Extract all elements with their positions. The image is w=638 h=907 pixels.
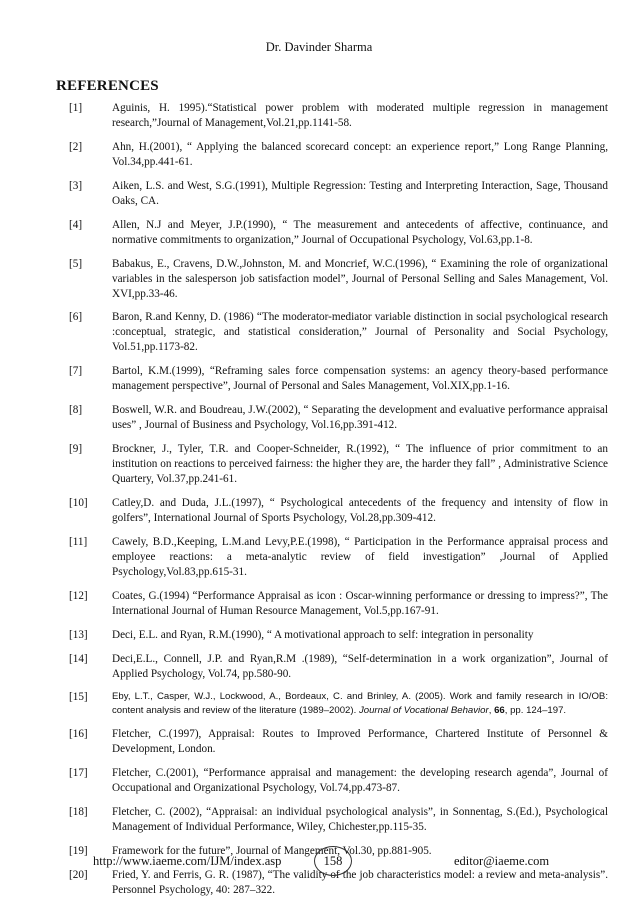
reference-number: [4] [69, 218, 83, 231]
reference-item [0, 805, 638, 835]
footer-url-link[interactable]: http://www.iaeme.com/IJM/index.asp [93, 854, 282, 868]
reference-number: [20] [69, 868, 88, 881]
reference-number: [11] [69, 535, 88, 548]
reference-number: [18] [69, 806, 88, 819]
reference-number: [12] [69, 589, 88, 602]
reference-text: Deci, E.L. and Ryan, R.M.(1990), “ A motivational approach to self: integration in personality [112, 628, 534, 641]
reference-text: Babakus, E., Cravens, D.W.,Johnston, M. and Moncrief, W.C.(1996), “ Examining the role of organizational variables in the salesperson job satisfaction model”, Journal of Personal Selling and Sales Management, Vol. XVI,pp.33-46. [112, 257, 608, 300]
reference-text-post: , pp. 124–197. [504, 705, 567, 717]
reference-text: Aguinis, H. 1995).“Statistical power problem with moderated multiple regression in management research,”Journal of Management,Vol.21,pp.1141-58. [112, 102, 608, 129]
reference-item [0, 727, 638, 757]
reference-item [0, 218, 638, 248]
reference-number: [7] [69, 365, 83, 378]
reference-text: Fletcher, C. (2002), “Appraisal: an individual psychological analysis”, in Sonnentag, S.(Ed.), Psychological Management of Individual Performance, Wiley, Chichester,pp.115-35. [112, 806, 608, 834]
reference-item [0, 442, 638, 487]
reference-text: Boswell, W.R. and Boudreau, J.W.(2002), “ Separating the development and evaluative performance appraisal uses” , Journal of Business and Psychology, Vol.16,pp.391-412. [112, 404, 608, 432]
reference-text: Aiken, L.S. and West, S.G.(1991), Multiple Regression: Testing and Interpreting Interaction, Sage, Thousand Oaks, CA. [112, 179, 608, 207]
reference-text: Catley,D. and Duda, J.L.(1997), “ Psychological antecedents of the frequency and intensity of flow in golfers”, International Journal of Sports Psychology, Vol.28,pp.309-412. [112, 497, 608, 525]
reference-item [0, 628, 638, 643]
running-header: Dr. Davinder Sharma [265, 40, 373, 54]
reference-number: [5] [69, 257, 83, 270]
reference-list [0, 101, 638, 907]
reference-number: [3] [69, 179, 83, 192]
reference-text: Bartol, K.M.(1999), “Reframing sales force compensation systems: an agency theory-based performance management perspective”, Journal of Personal and Sales Management, Vol.XIX,pp.1-16. [112, 365, 608, 393]
reference-item [0, 690, 638, 718]
reference-separator: , [488, 705, 495, 717]
reference-text: Cawely, B.D.,Keeping, L.M.and Levy,P.E.(1998), “ Participation in the Performance appraisal process and employee reactions: a meta-analytic review of field investigation” ,Journal of Applied Psychology,Vol.83,pp.615-31. [112, 535, 608, 578]
reference-text: Deci,E.L., Connell, J.P. and Ryan,R.M .(1989), “Self-determination in a work organization”, Journal of Applied Psychology, Vol.74, pp.580-90. [112, 652, 608, 680]
reference-item [0, 535, 638, 580]
reference-item [0, 310, 638, 355]
page-number-badge: 158 [314, 846, 352, 876]
reference-item [0, 589, 638, 619]
reference-journal: Journal of Vocational Behavior [358, 705, 489, 717]
reference-number: [19] [69, 845, 88, 858]
reference-text: Brockner, J., Tyler, T.R. and Cooper-Schneider, R.(1992), “ The influence of prior commitment to an institution on reactions to perceived fairness: the higher they are, the harder they fall” , Administrative Science Quartery, Vol.37,pp.241-61. [112, 443, 608, 486]
reference-item [0, 766, 638, 796]
reference-item [0, 101, 638, 131]
reference-item [0, 652, 638, 682]
reference-text: Allen, N.J and Meyer, J.P.(1990), “ The measurement and antecedents of affective, continuance, and normative commitments to organization,” Journal of Occupational Psychology, Vol.63,pp.1-8. [112, 218, 608, 246]
reference-text: Ahn, H.(2001), “ Applying the balanced scorecard concept: an experience report,” Long Range Planning, Vol.34,pp.441-61. [112, 140, 608, 168]
reference-item [0, 496, 638, 526]
references-heading: REFERENCES [56, 78, 159, 94]
reference-number: [1] [69, 102, 83, 114]
reference-number: [14] [69, 652, 88, 665]
footer-email-link[interactable]: editor@iaeme.com [454, 854, 550, 868]
reference-number: [6] [69, 311, 83, 324]
reference-item [0, 364, 638, 394]
reference-text: Framework for the future”, Journal of Mangement, Vol.30, pp.881-905. [112, 845, 432, 858]
reference-text: Fletcher, C.(1997), Appraisal: Routes to Improved Performance, Chartered Institute of Personnel & Development, London. [112, 728, 608, 756]
reference-number: [8] [69, 404, 83, 417]
reference-number: [16] [69, 728, 88, 741]
reference-text: Baron, R.and Kenny, D. (1986) “The moderator-mediator variable distinction in social psychological research :conceptual, strategic, and statistical consideration,” Journal of Personality and Social Psychology, Vol.51,pp.1173-82. [112, 311, 608, 354]
reference-item [0, 257, 638, 302]
reference-number: [10] [69, 497, 88, 510]
reference-number: [2] [69, 140, 83, 153]
reference-text: Coates, G.(1994) “Performance Appraisal as icon : Oscar-winning performance or dressing to impress?”, The International Journal of Human Resource Management, Vol.5,pp.167-91. [112, 589, 608, 617]
reference-item [0, 179, 638, 209]
page-footer [0, 846, 638, 876]
reference-text: Fried, Y. and Ferris, G. R. (1987), “The validity of the job characteristics model: a review and meta-analysis”. Personnel Psychology, 40: 287–322. [112, 868, 608, 896]
reference-volume: 66 [494, 705, 505, 717]
reference-number: [13] [69, 628, 88, 641]
reference-text-pre: Eby, L.T., Casper, W.J., Lockwood, A., Bordeaux, C. and Brinley, A. (2005). Work and family research in IO/OB: content analysis and review of the literature (1989–2002). [112, 691, 608, 717]
reference-number: [15] [69, 691, 88, 704]
reference-number: [17] [69, 767, 88, 780]
reference-text [112, 690, 608, 718]
reference-item [0, 140, 638, 170]
reference-number: [9] [69, 443, 83, 456]
reference-item [0, 403, 638, 433]
reference-text: Fletcher, C.(2001), “Performance appraisal and management: the developing research agenda”, Journal of Occupational and Organizational Psychology, Vol.74,pp.473-87. [112, 767, 608, 795]
